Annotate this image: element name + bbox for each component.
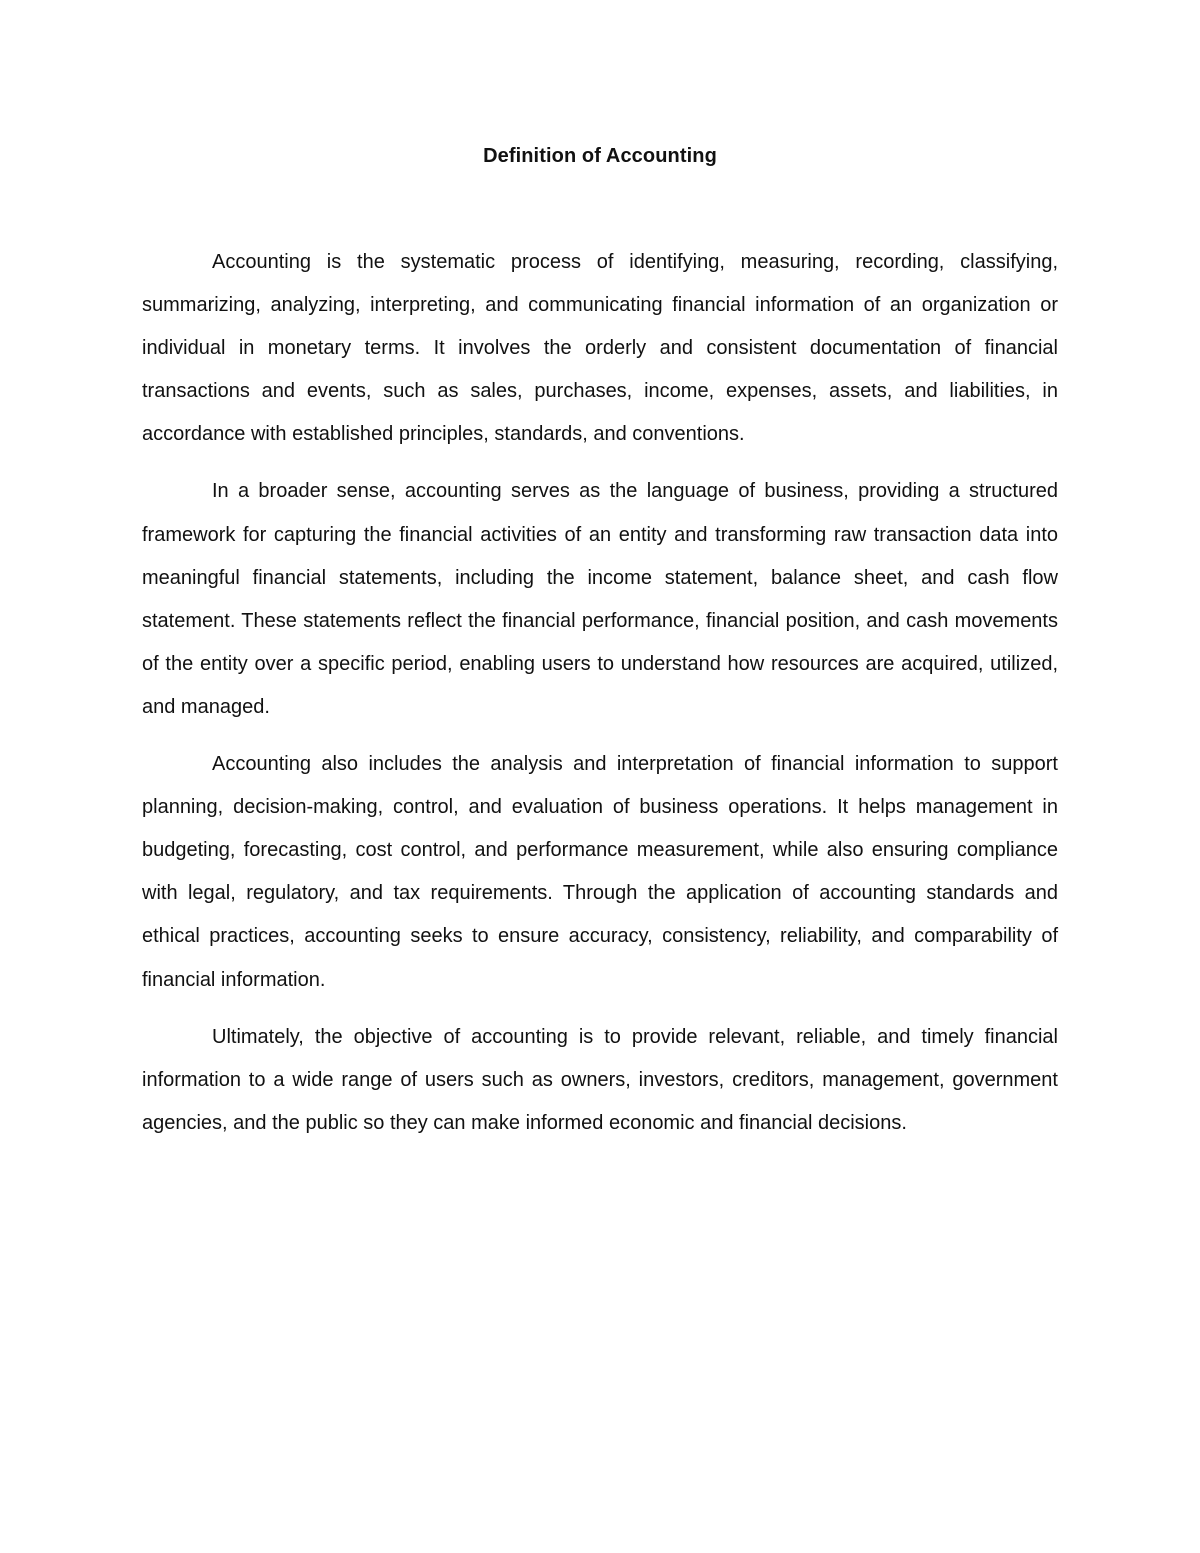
- page-title: Definition of Accounting: [483, 145, 717, 167]
- document-body: [142, 141, 1058, 1159]
- paragraph-analysis-interpretation: Accounting also includes the analysis and interpretation of financial information to support planning, decision-making, control, and evaluation of business operations. It helps management in budgeting, forecasting, cost control, and performance measurement, while also ensuring compliance with legal, regulatory, and tax requirements. Through the application of accounting standards and ethical practices, accounting seeks to ensure accuracy, consistency, reliability, and comparability of financial information.: [142, 753, 1058, 991]
- paragraph-objective: Ultimately, the objective of accounting is to provide relevant, reliable, and timely financial information to a wide range of users such as owners, investors, creditors, management, government agencies, and the public so they can make informed economic and financial decisions.: [142, 1025, 1058, 1134]
- paragraph-language-of-business: In a broader sense, accounting serves as the language of business, providing a structured framework for capturing the financial activities of an entity and transforming raw transaction data into meaningful financial statements, including the income statement, balance sheet, and cash flow statement. These statements reflect the financial performance, financial position, and cash movements of the entity over a specific period, enabling users to understand how resources are acquired, utilized, and managed.: [142, 480, 1058, 718]
- paragraph-definition: Accounting is the systematic process of identifying, measuring, recording, classifying, summarizing, analyzing, interpreting, and communicating financial information of an organization or individual in monetary terms. It involves the orderly and consistent documentation of financial transactions and events, such as sales, purchases, income, expenses, assets, and liabilities, in accordance with established principles, standards, and conventions.: [142, 251, 1058, 446]
